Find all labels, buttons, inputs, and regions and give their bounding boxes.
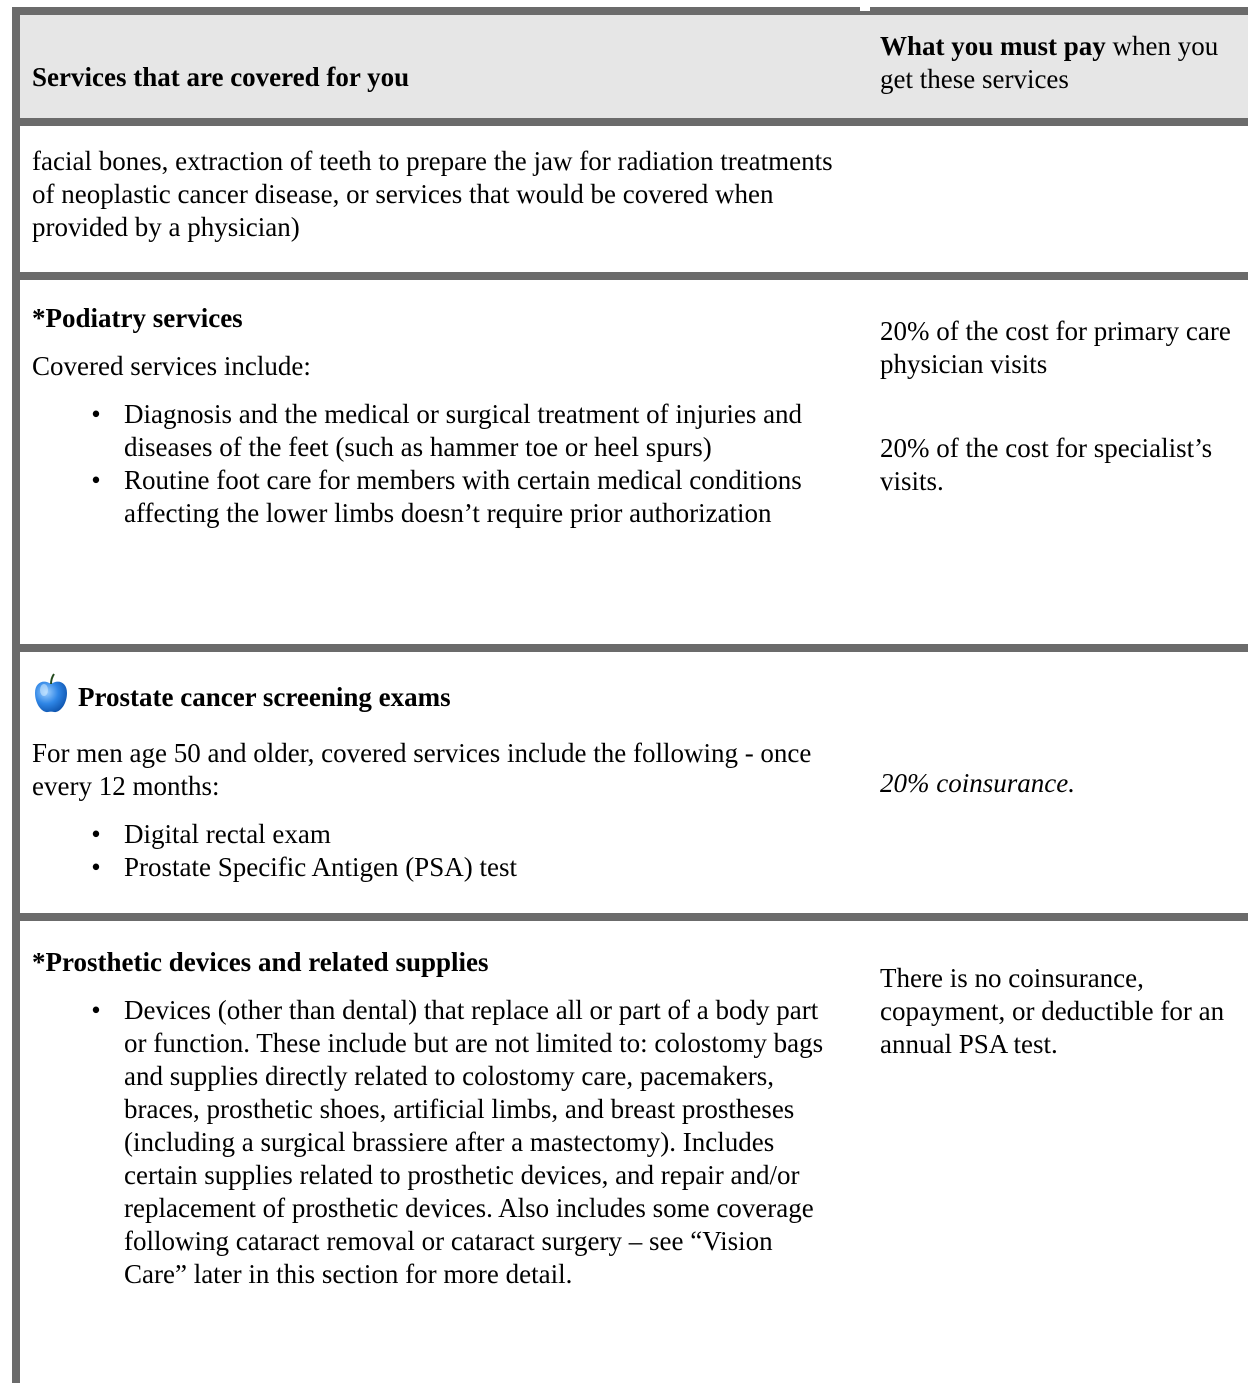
table-border-left (12, 7, 20, 1383)
podiatry-bullets (32, 398, 842, 530)
prosthetic-bullets (32, 994, 842, 1291)
list-item: • Routine foot care for members with certain medical conditions affecting the lower limbs doesn’t require prior authorization (91, 465, 802, 528)
apple-icon (32, 672, 70, 722)
podiatry-cell (32, 302, 842, 530)
prostate-intro: For men age 50 and older, covered services include the following - once every 12 months: (32, 738, 812, 801)
continuation-text: facial bones, extraction of teeth to prepare the jaw for radiation treatments of neoplastic cancer disease, or services that would be covered when provided by a physician) (32, 146, 833, 242)
row-divider (12, 913, 1248, 921)
header-services: Services that are covered for you (32, 62, 410, 92)
prosthetic-cell (32, 946, 842, 1291)
row-divider (12, 644, 1248, 652)
podiatry-pay (880, 315, 1240, 498)
prostate-title-text: Prostate cancer screening exams (78, 682, 451, 712)
list-item: • Digital rectal exam (91, 819, 331, 849)
row-divider (12, 118, 1248, 126)
prosthetic-pay: There is no coinsurance, copayment, or deductible for an annual PSA test. (880, 963, 1225, 1059)
podiatry-title: *Podiatry services (32, 303, 243, 333)
prostate-bullets (32, 818, 842, 884)
header-pay-bold: What you must pay (880, 31, 1106, 61)
list-item: • Devices (other than dental) that replace all or part of a body part or function. These include but are not limited to: colostomy bags and supplies directly related to colostomy care, pacemakers, braces, prosthetic shoes, artificial limbs, and breast prostheses (including a surgical brassiere after a mastectomy). Includes certain supplies related to prosthetic devices, and repair and/or replacement of prosthetic devices. Also includes some coverage following cataract removal or cataract surgery – see “Vision Care” later in this section for more detail. (91, 995, 824, 1289)
list-item: • Diagnosis and the medical or surgical treatment of injuries and diseases of the feet (such as hammer toe or heel spurs) (91, 399, 803, 462)
podiatry-pay-specialist: 20% of the cost for specialist’s visits. (880, 433, 1213, 496)
header-what-you-pay (880, 30, 1240, 96)
podiatry-intro: Covered services include: (32, 351, 311, 381)
prostate-title (32, 672, 842, 722)
table-border-top (12, 7, 1248, 15)
header-pay-rest: when you get these services (880, 31, 1219, 94)
prostate-pay: 20% coinsurance. (880, 768, 1075, 798)
podiatry-pay-pcp: 20% of the cost for primary care physician visits (880, 316, 1231, 379)
prosthetic-title: *Prosthetic devices and related supplies (32, 947, 489, 977)
row-divider (12, 272, 1248, 280)
list-item: • Prostate Specific Antigen (PSA) test (91, 852, 517, 882)
prostate-cell (32, 672, 842, 884)
